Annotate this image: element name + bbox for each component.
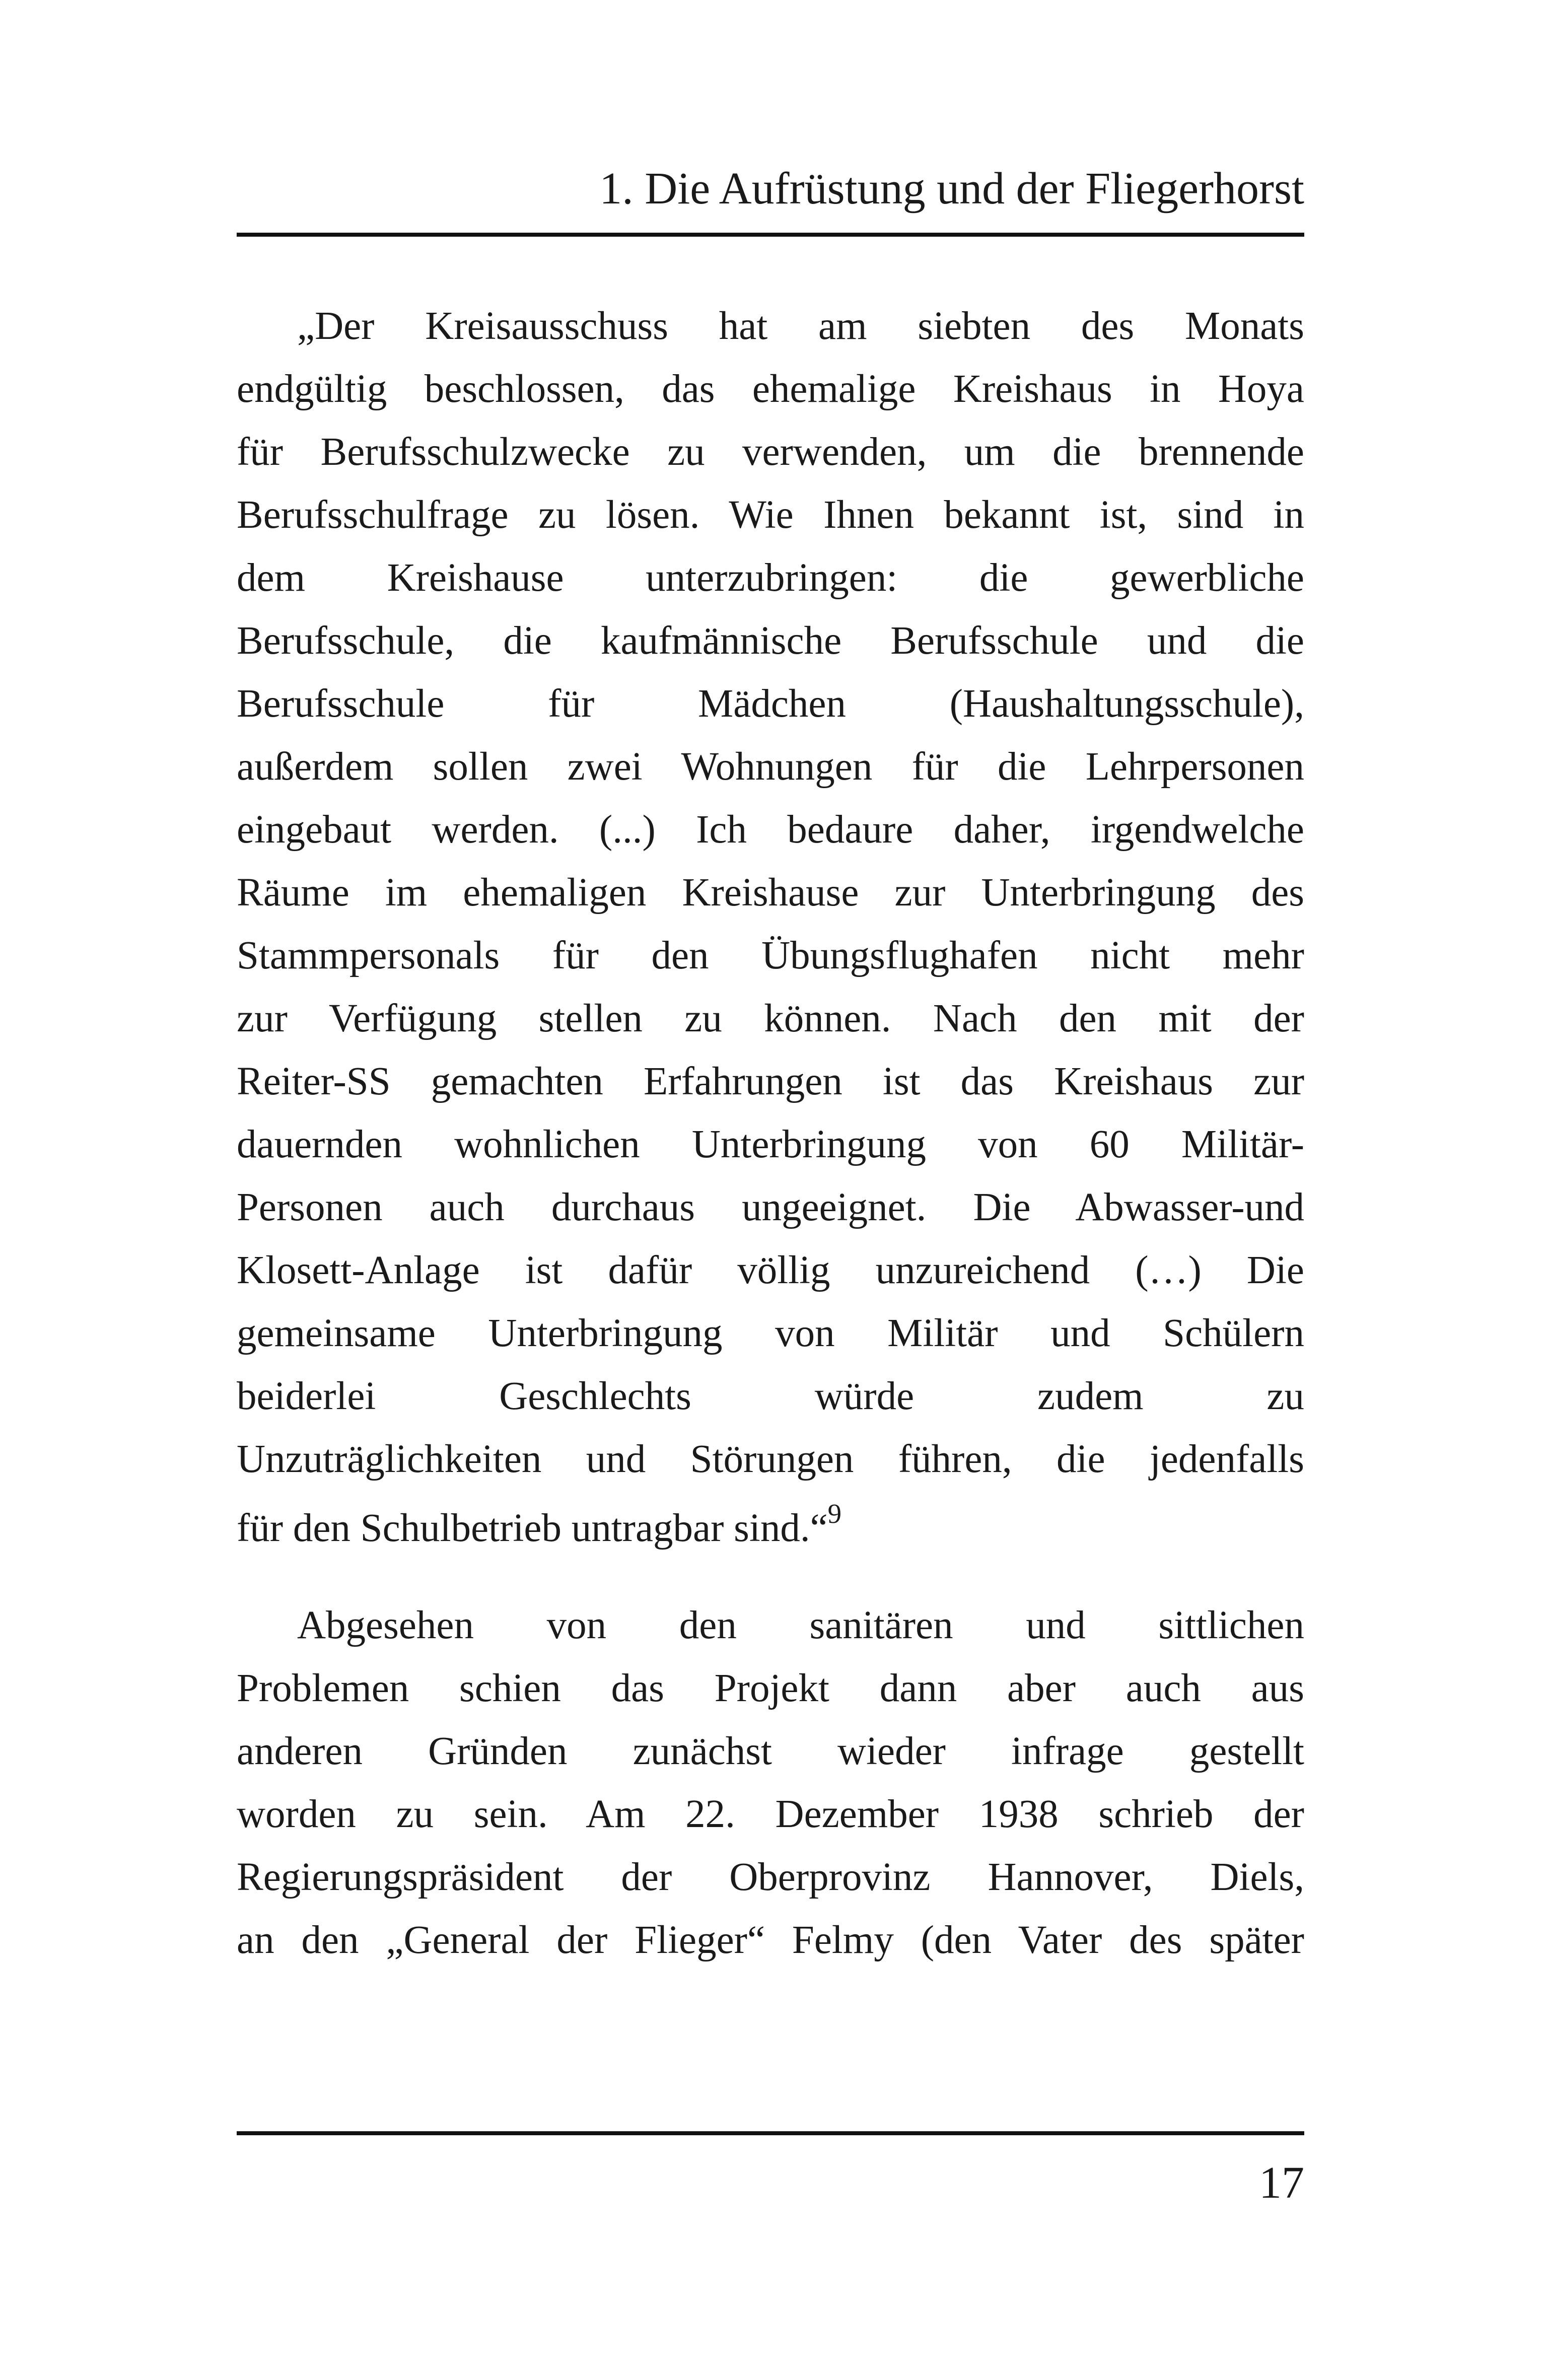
paragraph-line: worden zu sein. Am 22. Dezember 1938 schrieb der	[237, 1792, 1304, 1836]
quote-line: außerdem sollen zwei Wohnungen für die Lehrpersonen	[237, 745, 1304, 789]
body-text	[237, 295, 1304, 1972]
quote-line: Berufsschule für Mädchen (Haushaltungsschule),	[237, 682, 1304, 726]
quote-line: Berufsschule, die kaufmännische Berufsschule und die	[237, 619, 1304, 663]
running-header: 1. Die Aufrüstung und der Fliegerhorst	[599, 164, 1304, 214]
paragraph-line: anderen Gründen zunächst wieder infrage gestellt	[237, 1729, 1304, 1773]
body-paragraph	[237, 1594, 1304, 1972]
paragraph-line: an den „General der Flieger“ Felmy (den Vater des später	[237, 1918, 1304, 1962]
quote-line: Räume im ehemaligen Kreishause zur Unterbringung des	[237, 871, 1304, 915]
quote-line: zur Verfügung stellen zu können. Nach den mit der	[237, 997, 1304, 1040]
quote-line: Klosett-Anlage ist dafür völlig unzureichend (…) Die	[237, 1248, 1304, 1292]
quote-line: endgültig beschlossen, das ehemalige Kreishaus in Hoya	[237, 367, 1304, 411]
quote-line: Personen auch durchaus ungeeignet. Die Abwasser-und	[237, 1185, 1304, 1229]
quote-closing-text: für den Schulbetrieb untragbar sind.“	[237, 1506, 828, 1550]
footnote-reference[interactable]: 9	[827, 1498, 842, 1529]
quote-line: beiderlei Geschlechts würde zudem zu	[237, 1374, 1304, 1418]
footer-rule	[237, 2131, 1304, 2135]
quote-paragraph	[237, 295, 1304, 1566]
quote-last-line	[237, 1491, 1304, 1566]
quote-line: Berufsschulfrage zu lösen. Wie Ihnen bekannt ist, sind in	[237, 493, 1304, 537]
paragraph-spacer	[237, 1566, 1304, 1594]
paragraph-line: Problemen schien das Projekt dann aber auch aus	[237, 1666, 1304, 1710]
header-rule	[237, 233, 1304, 237]
quote-line: dauernden wohnlichen Unterbringung von 60 Militär-	[237, 1123, 1304, 1166]
quote-line: gemeinsame Unterbringung von Militär und Schülern	[237, 1311, 1304, 1355]
quote-line: Unzuträglichkeiten und Störungen führen, die jedenfalls	[237, 1437, 1304, 1481]
quote-line: Stammpersonals für den Übungsflughafen nicht mehr	[237, 934, 1304, 977]
paragraph-line: Abgesehen von den sanitären und sittlichen	[297, 1603, 1304, 1647]
quote-line: eingebaut werden. (...) Ich bedaure daher, irgendwelche	[237, 808, 1304, 852]
page-number: 17	[1259, 2158, 1304, 2208]
quote-line: „Der Kreisausschuss hat am siebten des Monats	[297, 304, 1304, 348]
paragraph-line: Regierungspräsident der Oberprovinz Hannover, Diels,	[237, 1855, 1304, 1899]
quote-line: für Berufsschulzwecke zu verwenden, um die brennende	[237, 430, 1304, 474]
quote-line: Reiter-SS gemachten Erfahrungen ist das Kreishaus zur	[237, 1060, 1304, 1103]
quote-line: dem Kreishause unterzubringen: die gewerbliche	[237, 556, 1304, 600]
